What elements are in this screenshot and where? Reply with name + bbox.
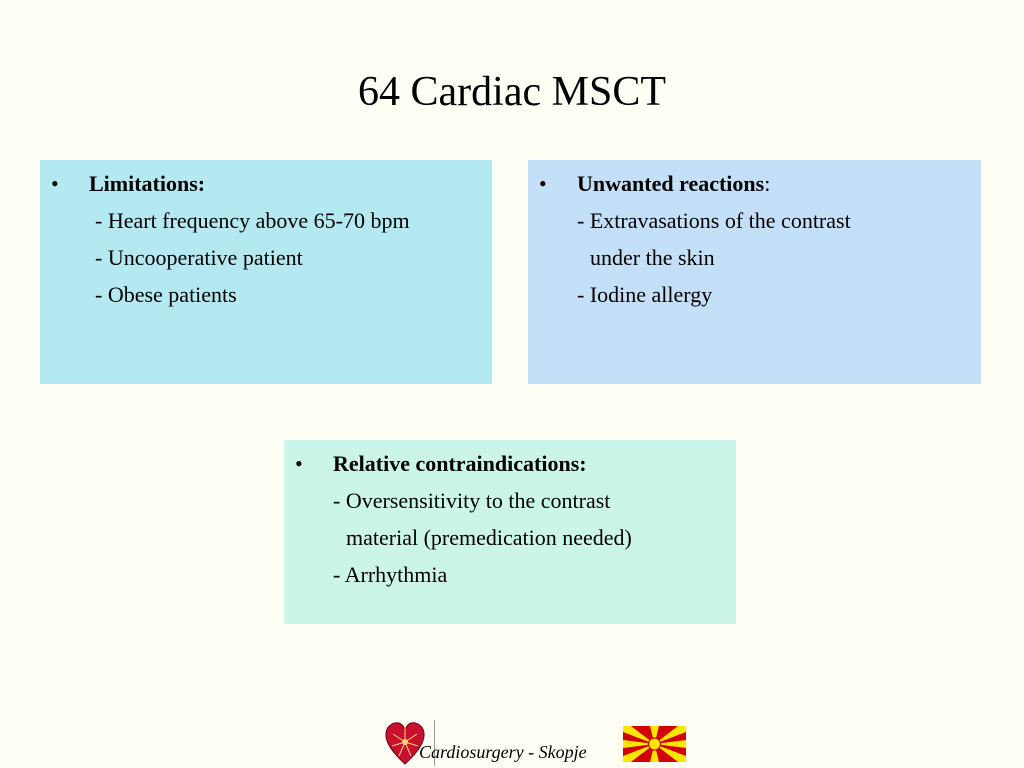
- flag-icon: [623, 726, 686, 762]
- unwanted-item: - Extravasations of the contrast: [577, 208, 851, 233]
- relative-heading: Relative contraindications:: [333, 451, 587, 476]
- limitations-item: - Uncooperative patient: [95, 245, 303, 270]
- relative-item: material (premedication needed): [346, 525, 632, 550]
- slide-title: 64 Cardiac MSCT: [358, 69, 666, 115]
- limitations-box: [40, 160, 492, 384]
- unwanted-item: - Iodine allergy: [577, 282, 713, 307]
- limitations-heading: Limitations:: [89, 171, 206, 196]
- limitations-item: - Heart frequency above 65-70 bpm: [95, 208, 410, 233]
- unwanted-item: under the skin: [590, 245, 715, 270]
- unwanted-heading: Unwanted reactions: [577, 171, 765, 196]
- bullet: •: [539, 171, 547, 196]
- relative-item: - Arrhythmia: [333, 562, 448, 587]
- footer-text: Cardiosurgery - Skopje: [419, 742, 587, 762]
- limitations-item: - Obese patients: [95, 282, 237, 307]
- bullet: •: [295, 451, 303, 476]
- bullet: •: [51, 171, 59, 196]
- unwanted-heading-line: [577, 165, 770, 202]
- unwanted-reactions-box: [528, 160, 981, 384]
- relative-item: - Oversensitivity to the contrast: [333, 488, 611, 513]
- unwanted-heading-suffix: :: [764, 171, 771, 196]
- relative-contraindications-box: [284, 440, 736, 624]
